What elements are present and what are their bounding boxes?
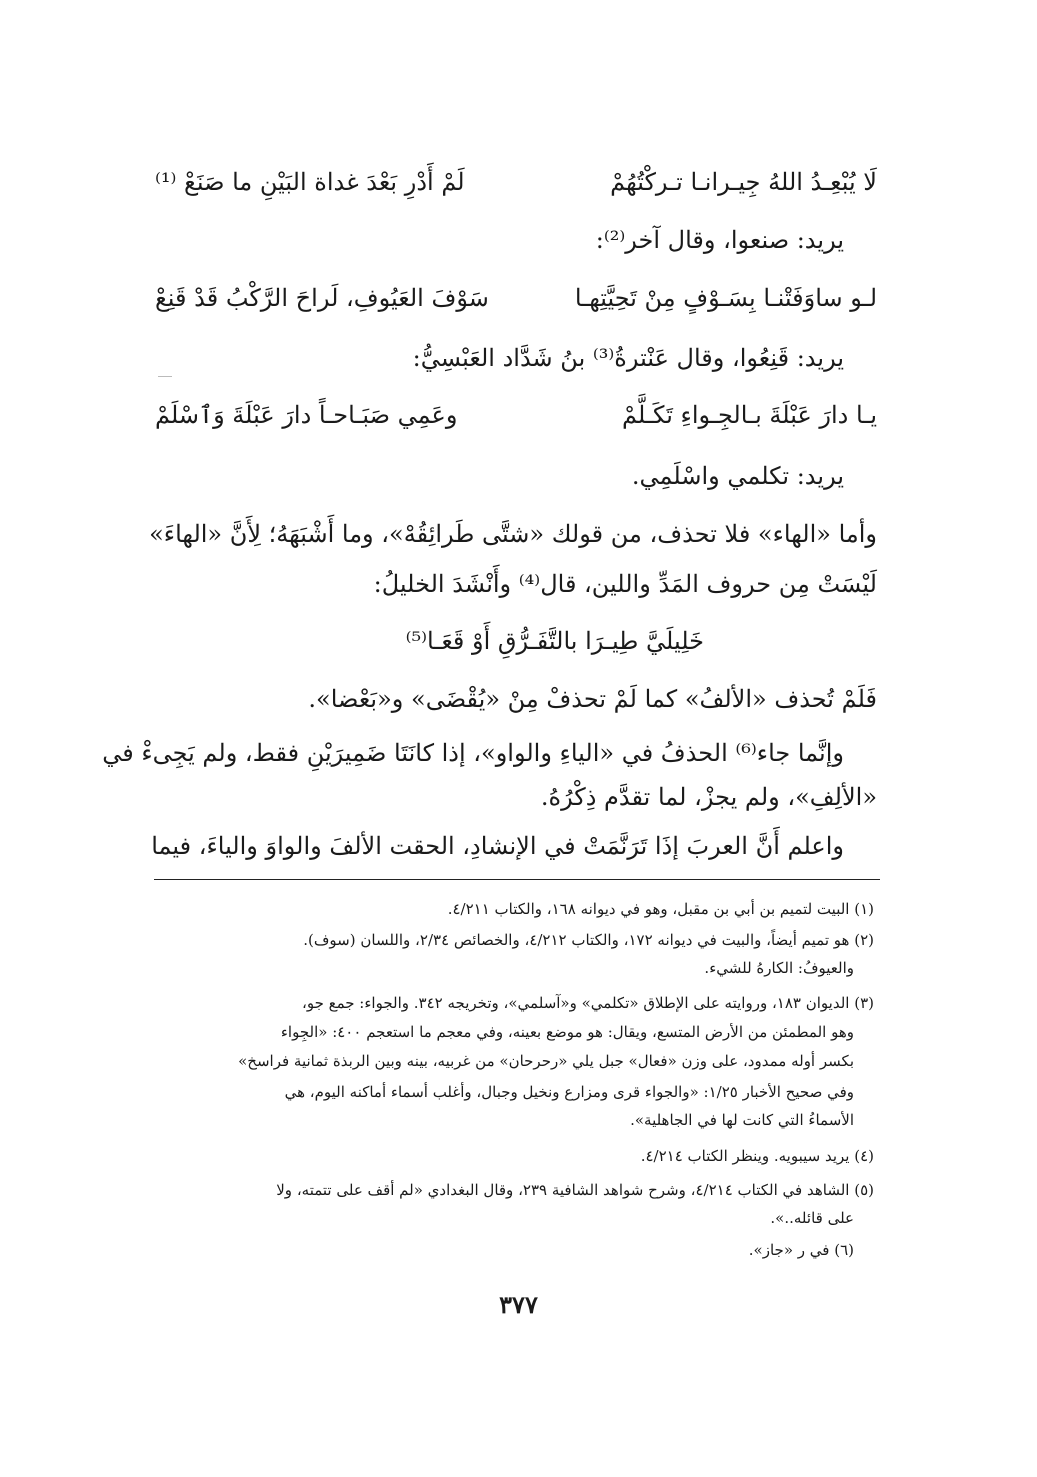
footnote-continuation: الأسماءُ التي كانت لها في الجاهلية».: [630, 1111, 854, 1129]
footnote: (٥) الشاهد في الكتاب ٤/٢١٤، وشرح شواهد الشافية ٢٣٩، وقال البغدادي «لم أقف على تتمته، ولا: [276, 1181, 874, 1199]
verse-line: [155, 399, 877, 431]
paragraph-line: وأما «الهاء» فلا تحذف، من قولك «شتَّى طَرائِقُهْ»، وما أَشْبَهَهُ؛ لِأَنَّ «الهاءَ»: [149, 520, 877, 548]
footnote: (٣) الديوان ١٨٣، وروايته على الإطلاق «تكلمي» و«آسلمي»، وتخريجه ٣٤٢. والجواء: جمع جو،: [301, 994, 874, 1012]
verse-line-centered: خَلِيلَيَّ طِيـرَا بالتَّفَـرُّقِ أَوْ قَعَـا⁽⁵⁾: [405, 627, 704, 655]
verse-second-hemistich: سَوْفَ العَيُوفِ، لَراحَ الرَّكْبُ قَدْ قَنِعْ: [155, 284, 489, 312]
footnote-continuation: بكسر أوله ممدود، على وزن «فعال» جبل يلي «رحرحان» من غربيه، بينه وبين الربذة ثمانية فراسخ»: [238, 1052, 854, 1070]
paragraph-line: لَيْسَتْ مِن حروف المَدِّ واللين، قال⁽⁴⁾ وأَنْشَدَ الخليلُ:: [373, 570, 877, 598]
margin-mark: [158, 376, 172, 377]
paragraph-line: واعلم أَنَّ العربَ إذَا تَرَنَّمَتْ في الإنشادِ، الحقت الألفَ والواوَ والياءَ، فيما: [151, 832, 844, 860]
paragraph-line: فَلَمْ تُحذف «الألفُ» كما لَمْ تحذفْ مِنْ «يُقْضَى» و«بَعْضا».: [308, 685, 877, 713]
footnote: (٢) هو تميم أيضاً، والبيت في ديوانه ١٧٢، والكتاب ٤/٢١٢، والخصائص ٢/٣٤، واللسان (سوف).: [303, 931, 874, 949]
verse-second-hemistich: وعَمِي صَبَـاحـاً دارَ عَبْلَةَ وَٱسْلَمْ: [155, 401, 458, 429]
footnote-continuation: والعيوفُ: الكارهُ للشيء.: [704, 959, 854, 977]
text-line: يريد: قَنِعُوا، وقال عَنْترةُ⁽³⁾ بنُ شَدَّاد العَبْسِيُّ:: [412, 344, 844, 372]
text-line: يريد: تكلمي واسْلَمِي.: [631, 462, 844, 490]
verse-first-hemistich: يـا دارَ عَبْلَةَ بـالجِـواءِ تَكَـلَّمْ: [622, 401, 877, 429]
footnote: (٤) يريد سيبويه. وينظر الكتاب ٤/٢١٤.: [640, 1147, 874, 1165]
footnote-continuation: وهو المطمئن من الأرض المتسع، ويقال: هو موضع بعينه، وفي معجم ما استعجم ٤٠٠: «الجِواء: [280, 1023, 854, 1041]
verse-line: [155, 282, 877, 314]
verse-second-hemistich: لَمْ أَدْرِ بَعْدَ غداة البَيْنِ ما صَنَعْ ⁽¹⁾: [155, 168, 465, 196]
verse-line: [155, 166, 877, 198]
footnote-continuation: على قائله..».: [770, 1209, 854, 1227]
footnote: (٦) في ر «جاز».: [748, 1241, 854, 1259]
paragraph-line: «الألِفِ»، ولم يجزْ، لما تقدَّم ذِكْرُهُ.: [540, 783, 877, 811]
paragraph-line: وإنَّما جاء⁽⁶⁾ الحذفُ في «الياءِ والواو»، إذا كانَتَا ضَمِيرَيْنِ فقط، ولم يَجِىءْ في: [102, 739, 844, 767]
page-number: ٣٧٧: [499, 1290, 538, 1319]
footnote: (١) البيت لتميم بن أبي بن مقبل، وهو في ديوانه ١٦٨، والكتاب ٤/٢١١.: [447, 900, 874, 918]
verse-first-hemistich: لـو ساوَفَتْنـا بِسَـوْفٍ مِنْ تَحِيَّتِهـا: [574, 284, 877, 312]
verse-first-hemistich: لَا يُبْعِـدُ اللهُ جِيـرانـا تـركْتُهُمْ: [610, 168, 877, 196]
footnote-separator: [154, 879, 880, 880]
footnote-continuation: وفي صحيح الأخبار ١/٢٥: «والجواء قرى ومزارع ونخيل وجبال، وأغلب أسماء أماكنه اليوم، هي: [284, 1083, 854, 1101]
text-line: يريد: صنعوا، وقال آخر⁽²⁾:: [595, 226, 844, 254]
